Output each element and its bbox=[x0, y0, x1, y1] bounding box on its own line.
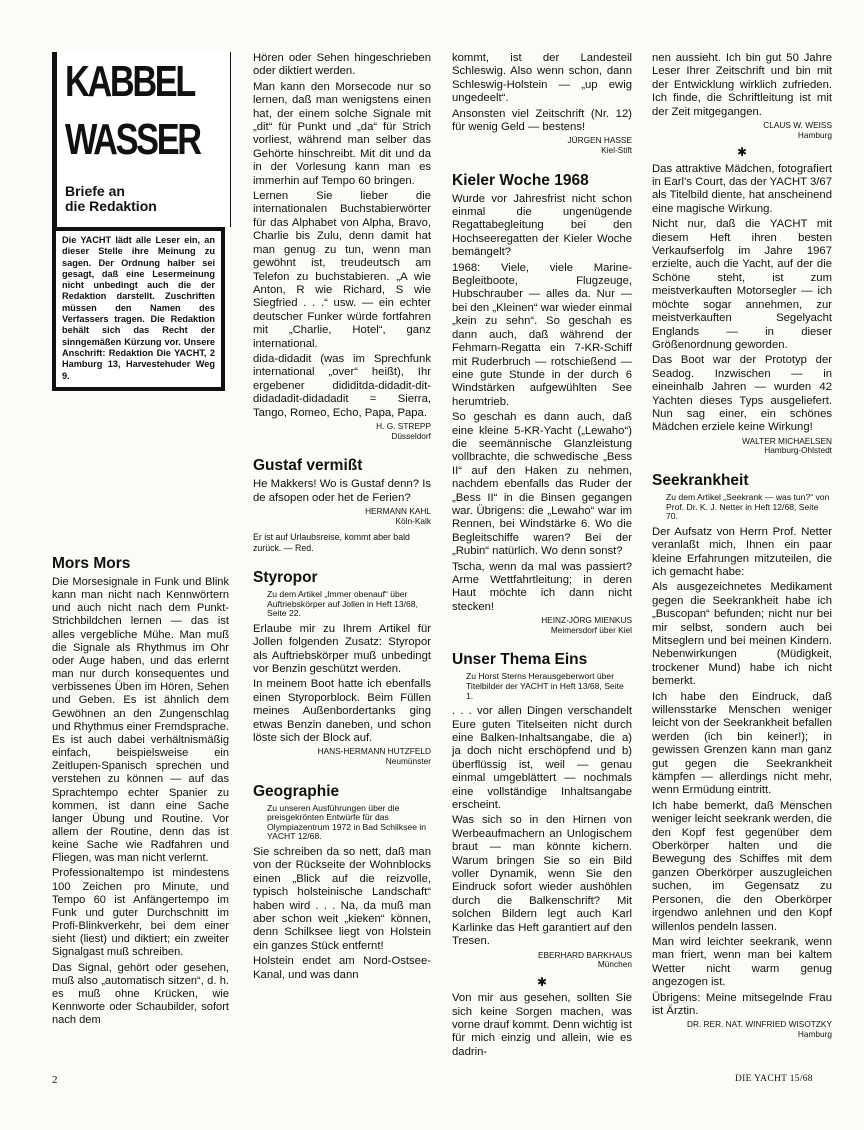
signature: HEINZ-JÖRG MIENKUS Meimersdorf über Kiel bbox=[541, 615, 632, 635]
column-4 bbox=[652, 52, 832, 1046]
article-paragraph: Man kann den Morsecode nur so lernen, daß man wenigstens einen hat, der einem solche Signale mit „dit“ für Punkt und „da“ für Strich vorliest, während man selber das Gehörte hinschreibt. Mit dit und da in der Vorlesung kann man es immerhin auf Tempo 60 bringen. bbox=[253, 80, 431, 187]
article-paragraph: Was sich so in den Hirnen von Werbeaufmachern an Unlogischem braut — man könnte kichern. Warum bringen Sie so ein Bild voller Dynamik, wenn Sie den Eindruck sofort wieder aushöhlen durch die Balkenschrift? Mit solchen Bildern legt auch Karl Karlinke das Heft garantiert auf den Tresen. bbox=[452, 814, 632, 948]
article-paragraph: Lernen Sie lieber die internationalen Buchstabierwörter für das Alphabet von Alpha, Bravo, Charlie bis Zulu, denn damit hat man genug zu tun, wenn man gewöhnt ist, treudeutsch am Telefon zu buchstabieren. „A wie Anton, R wie Richard, S wie Siegfried . . .“ usw. — ein echter deutscher Funker würde fortfahren mit „Charlie, Hotel“, ganz international. bbox=[253, 190, 431, 350]
article-heading-kieler: Kieler Woche 1968 bbox=[452, 171, 589, 189]
asterisk-separator: ✱ bbox=[536, 974, 548, 989]
article-paragraph: . . . vor allen Dingen verschandelt Eure guten Titelseiten nicht durch eine Balken-Inhaltsangabe, die a) ja doch nicht erschöpfend und b) überflüssig ist, weil — genau einmal umgeblättert — nochmals eine vollständige Inhaltsangabe erscheint. bbox=[452, 705, 632, 812]
editor-note: Er ist auf Urlaubsreise, kommt aber bald zurück. — Red. bbox=[253, 532, 410, 553]
article-heading-mors: Mors Mors bbox=[52, 555, 131, 572]
article-paragraph: Erlaube mir zu Ihrem Artikel für Jollen folgenden Zusatz: Styropor als Auftriebskörper muß unbedingt vor Benzin geschützt werden. bbox=[253, 622, 431, 675]
signature: DR. RER. NAT. WINFRIED WISOTZKY Hamburg bbox=[686, 1019, 832, 1039]
signature: HANS-HERMANN HUTZFELD Neumünster bbox=[317, 746, 431, 766]
masthead bbox=[52, 52, 231, 227]
article-reference: Zu unseren Ausführungen über die preisgekrönten Entwürfe für das Olympiazentrum 1972 in Bad Schilksee in YACHT 12/68. bbox=[267, 802, 427, 842]
masthead-subtitle bbox=[65, 184, 157, 214]
article-paragraph: Das attraktive Mädchen, fotografiert in Earl’s Court, das der YACHT 3/67 als Titelbild diente, hat anscheinend eine magische Wirkung. bbox=[652, 162, 832, 215]
article-paragraph: Nicht nur, daß die YACHT mit diesem Heft ihren besten Verkaufserfolg im Jahre 1967 erzielte, auch die Yacht, auf der die Schöne steht, ist zum meistverkauften Motorsegler — ich möchte sogar annehmen, zur meistverkauften Segelyacht Englands — in dieser Größenordnung geworden. bbox=[652, 218, 832, 351]
article-paragraph: Man wird leichter seekrank, wenn man friert, wenn man bei kaltem Wetter nicht warm genug angezogen ist. bbox=[652, 935, 832, 989]
article-paragraph: Ich habe den Eindruck, daß willensstarke Menschen weniger leicht von der Seekrankheit befallen werden (ich bin keiner!); in gewissen Grenzen kann man ganz gut gegen die Seekrankheit kämpfen — allerdings nicht mehr, wenn Ermüdung eintritt. bbox=[652, 690, 832, 797]
signature: WALTER MICHAELSEN Hamburg-Ohlstedt bbox=[742, 435, 832, 456]
article-paragraph: Holstein endet am Nord-Ostsee-Kanal, und was dann bbox=[253, 955, 431, 981]
intro-text: Die YACHT lädt alle Leser ein, an dieser Stelle ihre Meinung zu sagen. Der Ordnung halber sei gesagt, daß eine Lesermeinung nicht unbedingt auch die der Redaktion darstellt. Zuschriften müssen den Namen des Verfassers tragen. Die Redaktion behält sich das Recht der sinngemäßen Kürzung vor. Unsere Anschrift: Redaktion Die YACHT, 2 Hamburg 13, Harvestehuder Weg 9. bbox=[62, 235, 215, 381]
column-1 bbox=[52, 555, 229, 1029]
signature: EBERHARD BARKHAUS München bbox=[537, 949, 632, 970]
article-heading-seekrankheit: Seekrankheit bbox=[652, 471, 749, 489]
article-paragraph: Hören oder Sehen hingeschrieben oder diktiert werden. bbox=[253, 52, 431, 78]
article-paragraph: Wurde vor Jahresfrist nicht schon einmal die ungenügende Regattabegleitung bei den Hochseeregatten der Kieler Woche bemängelt? bbox=[452, 192, 632, 259]
signature: JÜRGEN HASSE Kiel-Stift bbox=[567, 135, 632, 156]
masthead-title bbox=[65, 57, 200, 164]
intro-box bbox=[52, 227, 225, 391]
article-paragraph: Das Signal, gehört oder gesehen, muß also „automatisch sitzen“, d. h. es muß ohne Krücken, wie Kennworte oder Schaubilder, sofort nach dem bbox=[52, 961, 229, 1027]
article-heading-styropor: Styropor bbox=[253, 568, 318, 586]
article-paragraph: Die Morsesignale in Funk und Blink kann man nicht nach Kennwörtern und auch nicht nach dem Punkt-Strichbildchen lernen — das ist alles vergebliche Mühe. Man muß die Signale als Rhythmus im Ohr oder Auge haben, und das erlernt man nur durch konsequentes und verbissenes Üben im Hören, Sehen und Geben. Es ist ähnlich dem Gewöhnen an den Zungenschlag und Rhythmus einer Fremdsprache. Es ist auch dabei verhältnismäßig einfach, beispielsweise ein Zeitlupen-Spanisch sprechen und verstehen zu können — auf das Sprachtempo echter Spanier zu kommen, ist dann eine Sache langer Übung und Routine. Vor allem der Routine, denn das ist keine Sache wie Radfahren und Fliegen, was man nicht verlernt. bbox=[52, 576, 229, 865]
article-paragraph: So geschah es dann auch, daß eine kleine 5-KR-Yacht („Lewaho“) die seemännische Glanzleistung vollbrachte, die schwedische „Bess II“ auf den Haken zu nehmen, nachdem ebenfalls das Ruder der „Bess II“ in die Binsen gegangen war. Übrigens: die „Lewaho“ war im Rennen, bei Windstärke 6. Wo die Begleitschiffe waren? Bei der „Rubin“ natürlich. Wo denn sonst? bbox=[452, 411, 632, 558]
article-paragraph: dida-didadit (was im Sprechfunk international „over“ heißt), Ihr ergebener dididitda-didadit-dit-didadadit-didadadit = Sierra, Tango, Romeo, Echo, Papa, Papa. bbox=[253, 352, 431, 419]
article-paragraph: Das Boot war der Prototyp der Seadog. Inzwischen — in eineinhalb Jahren — wurden 42 Yachten dieses Typs ausgeliefert. Nun sag einer, ein schönes Mädchen erziele keine Wirkung! bbox=[652, 354, 832, 434]
article-paragraph: Sie schreiben da so nett, daß man von der Rückseite der Wohnblocks einen „Blick auf die reizvolle, typisch holsteinische Landschaft“ haben wird . . . Na, da muß man aber schon weit „kieken“ können, denn Schilksee liegt von Holstein ein ganzes Stück entfernt! bbox=[253, 845, 431, 952]
article-paragraph: kommt, ist der Landesteil Schleswig. Also wenn schon, dann Schleswig-Holstein — „up ewig ungedeelt“. bbox=[452, 52, 632, 105]
masthead-title-line1: KABBEL bbox=[65, 57, 194, 106]
signature: CLAUS W. WEISS Hamburg bbox=[763, 120, 832, 140]
article-paragraph: He Makkers! Wo is Gustaf denn? Is de afsopen oder het de Ferien? bbox=[253, 478, 431, 504]
page-number: 2 bbox=[52, 1074, 58, 1086]
signature: H. G. STREPP Düsseldorf bbox=[376, 420, 431, 441]
magazine-issue: DIE YACHT 15/68 bbox=[735, 1074, 813, 1084]
masthead-subtitle-line1: Briefe an bbox=[65, 183, 125, 199]
asterisk-separator: ✱ bbox=[736, 145, 748, 160]
article-paragraph: Tscha, wenn da mal was passiert? Arme Wettfahrtleitung; in deren Haut möchte ich dann nicht stecken! bbox=[452, 560, 632, 613]
article-paragraph: Ich habe bemerkt, daß Menschen weniger leicht seekrank werden, die den Kopf fest gegenüber dem Oberkörper halten und die Bewegung des Schiffes mit dem ganzen Oberkörper auszugleichen suchen, im Gegensatz zu Personen, die den Oberkörper irgendwo anlehnen und den Kopf willenlos pendeln lassen. bbox=[652, 799, 832, 933]
article-paragraph: Der Aufsatz von Herrn Prof. Netter veranlaßt mich, Ihnen ein paar kleine Erfahrungen mitzuteilen, die ich gemacht habe: bbox=[652, 525, 832, 578]
article-reference: Zu Horst Sterns Herausgeberwort über Titelbilder der YACHT in Heft 13/68, Seite 1. bbox=[466, 671, 624, 701]
article-heading-thema: Unser Thema Eins bbox=[452, 651, 588, 669]
article-reference: Zu dem Artikel „Seekrank — was tun?“ von Prof. Dr. K. J. Netter in Heft 12/68, Seite 70. bbox=[666, 491, 830, 522]
article-paragraph: In meinem Boot hatte ich ebenfalls einen Styroporblock. Beim Füllen meines Außenbordertanks ging etwas Benzin daneben, und schon löste sich der Block auf. bbox=[253, 678, 431, 744]
article-paragraph: Ansonsten viel Zeitschrift (Nr. 12) für wenig Geld — bestens! bbox=[452, 107, 632, 134]
article-paragraph: Als ausgezeichnetes Medikament gegen die Seekrankheit habe ich „Buscopan“ befunden; nicht nur bei mir selbst, sondern auch bei Mitseglern und bei meinen Kindern. Nebenwirkungen (Müdigkeit, trockener Mund) habe ich nicht bemerkt. bbox=[652, 581, 832, 688]
article-heading-gustaf: Gustaf vermißt bbox=[253, 457, 363, 475]
article-paragraph: Von mir aus gesehen, sollten Sie sich keine Sorgen machen, was vorne drauf kommt. Denn wichtig ist für mich einzig und allein, wie es dadrin- bbox=[452, 992, 632, 1058]
article-paragraph: 1968: Viele, viele Marine-Begleitboote, Flugzeuge, Hubschrauber — alles da. Nur — bei den „Kleinen“ war wieder einmal „kein zu sehn“. So geschah es dann auch, daß während der Fehmarn-Regatta ein 7-KR-Schiff mit Ruderbruch — rotschießend — eine gute Stunde in der durch 6 Windstärken aufgewühlten See herumtrieb. bbox=[452, 261, 632, 408]
article-reference: Zu dem Artikel „Immer obenauf“ über Auftriebskörper auf Jollen in Heft 13/68, Seite 22. bbox=[267, 588, 418, 619]
masthead-subtitle-line2: die Redaktion bbox=[65, 198, 157, 214]
signature: HERMANN KAHL Köln-Kalk bbox=[365, 505, 431, 526]
column-3 bbox=[452, 52, 632, 1061]
article-paragraph: Übrigens: Meine mitsegelnde Frau ist Ärztin. bbox=[652, 991, 832, 1017]
masthead-title-line2: WASSER bbox=[65, 115, 200, 164]
article-heading-geographie: Geographie bbox=[253, 782, 340, 800]
article-paragraph: Professionaltempo ist mindestens 100 Zeichen pro Minute, und Tempo 60 ist Anfängertempo im Funk und guter Durchschnitt im Profi-Blinkverkehr, bei dem einer sieht (liest) und diktiert; ein zweiter Signalgast muß schreiben. bbox=[52, 867, 229, 959]
article-paragraph: nen aussieht. Ich bin gut 50 Jahre Leser Ihrer Zeitschrift und bin mit der Entwicklung wirklich zufrieden. Ich finde, die Schriftleitung ist mit der Zeit mitgegangen. bbox=[652, 52, 832, 118]
column-2 bbox=[253, 52, 431, 984]
